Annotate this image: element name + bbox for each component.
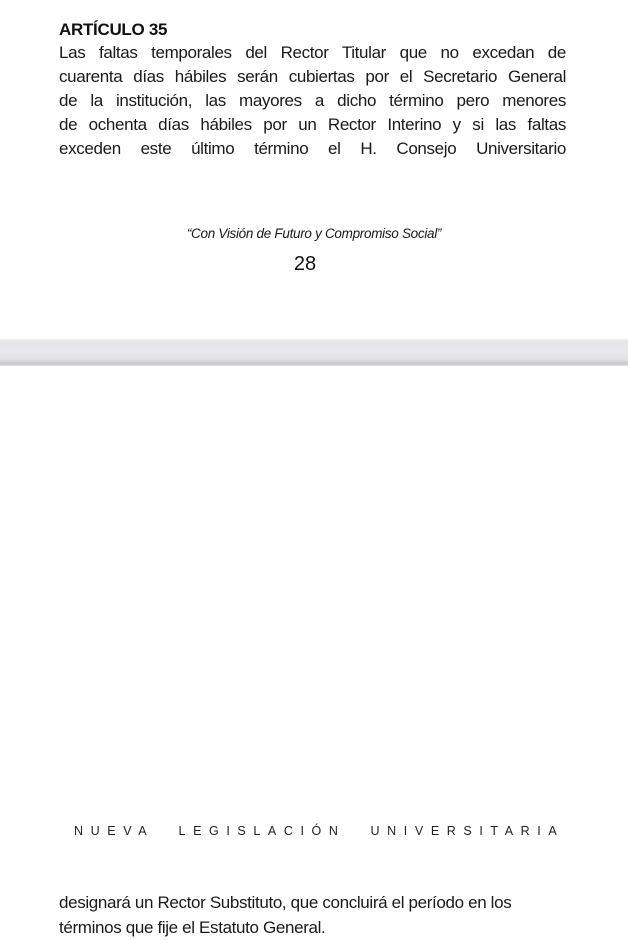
- article-line: Las faltas temporales del Rector Titular que no excedan de: [59, 43, 566, 62]
- page-29: [0, 366, 628, 937]
- footer-motto: “Con Visión de Futuro y Compromiso Social”: [186, 226, 442, 241]
- article-line: exceden este último término el H. Consejo Universitario: [59, 139, 566, 158]
- continuation-line: términos que fije el Estatuto General.: [59, 918, 326, 937]
- article-heading: ARTÍCULO 35: [59, 20, 168, 39]
- page-separator: [0, 339, 628, 366]
- running-header: NUEVA LEGISLACIÓN UNIVERSITARIA: [74, 824, 565, 838]
- article-body: [59, 41, 566, 161]
- page-28: [0, 0, 628, 339]
- page-number: 28: [293, 253, 317, 275]
- continuation-line: designará un Rector Substituto, que concluirá el período en los: [59, 893, 512, 912]
- article-continuation: [59, 890, 569, 940]
- article-line: cuarenta días hábiles serán cubiertas por el Secretario General: [59, 67, 566, 86]
- article-line: de ochenta días hábiles por un Rector Interino y si las faltas: [59, 115, 566, 134]
- article-line: de la institución, las mayores a dicho término pero menores: [59, 91, 566, 110]
